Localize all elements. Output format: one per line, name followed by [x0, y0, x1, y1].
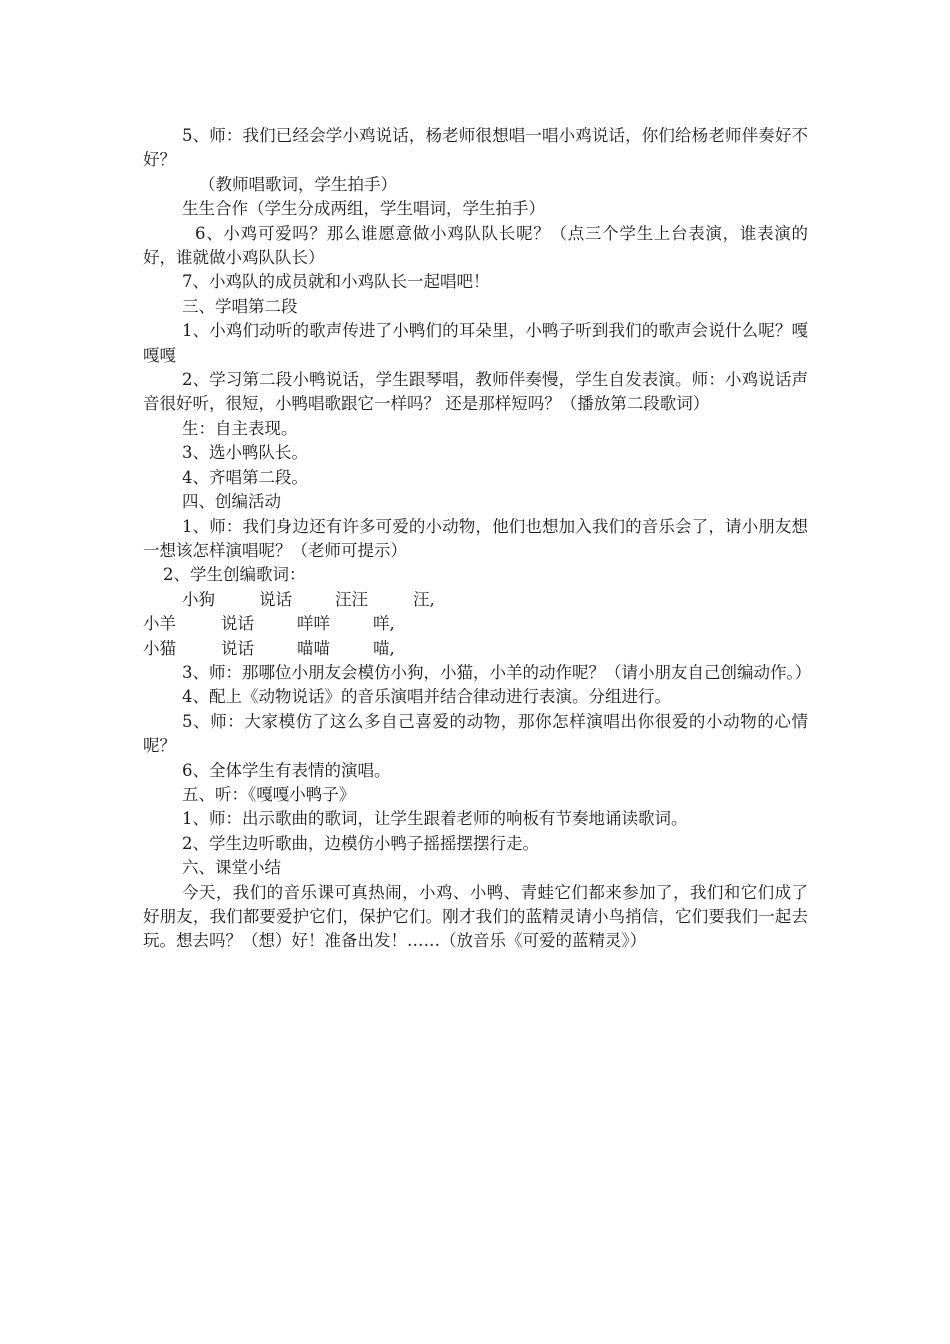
lyrics-cell: 小猫: [143, 638, 176, 658]
lyrics-cell: 说话: [221, 614, 254, 634]
paragraph: 6、全体学生有表情的演唱。: [182, 760, 391, 780]
paragraph: （教师唱歌词，学生拍手）: [199, 174, 397, 194]
paragraph: 1、小鸡们动听的歌声传进了小鸭们的耳朵里，小鸭子听到我们的歌声会说什么呢？嘎嘎嘎: [143, 321, 808, 365]
paragraph: 2、学习第二段小鸭说话，学生跟琴唱，教师伴奏慢，学生自发表演。师：小鸡说话声音很好听，很短，小鸭唱歌跟它一样吗？ 还是那样短吗？（播放第二段歌词）: [143, 370, 808, 414]
paragraph: 2、学生边听歌曲，边模仿小鸭子摇摇摆摆行走。: [182, 833, 539, 853]
paragraph: 3、师：那哪位小朋友会模仿小狗，小猫，小羊的动作呢？（请小朋友自己创编动作。）: [182, 662, 812, 682]
paragraph: 生：自主表现。: [182, 418, 298, 438]
paragraph: 4、齐唱第二段。: [182, 467, 308, 487]
lyrics-cell: 咩咩: [297, 614, 330, 634]
lyrics-row: [143, 612, 808, 636]
paragraph: 3、选小鸭队长。: [182, 443, 308, 463]
lyrics-row: [143, 637, 808, 661]
section-heading: 三、学唱第二段: [182, 296, 298, 316]
lyrics-cell: 说话: [259, 589, 292, 609]
paragraph: 生生合作（学生分成两组，学生唱词，学生拍手）: [182, 199, 545, 219]
lesson-plan-body: [143, 124, 812, 954]
lyrics-cell: 喵喵: [297, 638, 330, 658]
lyrics-cell: 咩,: [373, 614, 395, 634]
lyrics-cell: 小羊: [143, 614, 176, 634]
paragraph: 今天，我们的音乐课可真热闹，小鸡、小鸭、青蛙它们都来参加了，我们和它们成了好朋友，我们都要爱护它们，保护它们。刚才我们的蓝精灵请小鸟捎信，它们要我们一起去玩。想去吗？（想）好！准备出发！……（放音乐《可爱的蓝精灵》）: [143, 882, 808, 951]
lyrics-cell: 汪汪: [335, 589, 368, 609]
paragraph: 6、小鸡可爱吗？那么谁愿意做小鸡队队长呢？（点三个学生上台表演，谁表演的好，谁就做小鸡队队长）: [143, 223, 808, 268]
paragraph: 4、配上《动物说话》的音乐演唱并结合律动进行表演。分组进行。: [182, 687, 671, 707]
lyrics-cell: 汪,: [413, 589, 435, 609]
paragraph: 1、师：出示歌曲的歌词，让学生跟着老师的响板有节奏地诵读歌词。: [182, 809, 688, 829]
lyrics-cell: 喵,: [373, 638, 395, 658]
lyrics-cell: 说话: [221, 638, 254, 658]
section-heading: 五、听：《嘎嘎小鸭子》: [182, 784, 356, 804]
section-heading: 四、创编活动: [182, 492, 281, 512]
paragraph: 2、学生创编歌词：: [163, 565, 306, 585]
paragraph: 7、小鸡队的成员就和小鸡队长一起唱吧！: [182, 272, 490, 292]
paragraph: 5、师：我们已经会学小鸡说话，杨老师很想唱一唱小鸡说话，你们给杨老师伴奏好不好？: [143, 126, 808, 170]
lyrics-cell: 小狗: [182, 589, 215, 609]
section-heading: 六、课堂小结: [182, 858, 281, 878]
lyrics-row: [143, 588, 808, 612]
paragraph: 5、师：大家模仿了这么多自己喜爱的动物，那你怎样演唱出你很爱的小动物的心情呢？: [143, 711, 808, 756]
paragraph: 1、师：我们身边还有许多可爱的小动物，他们也想加入我们的音乐会了，请小朋友想一想该怎样演唱呢？（老师可提示）: [143, 516, 808, 560]
